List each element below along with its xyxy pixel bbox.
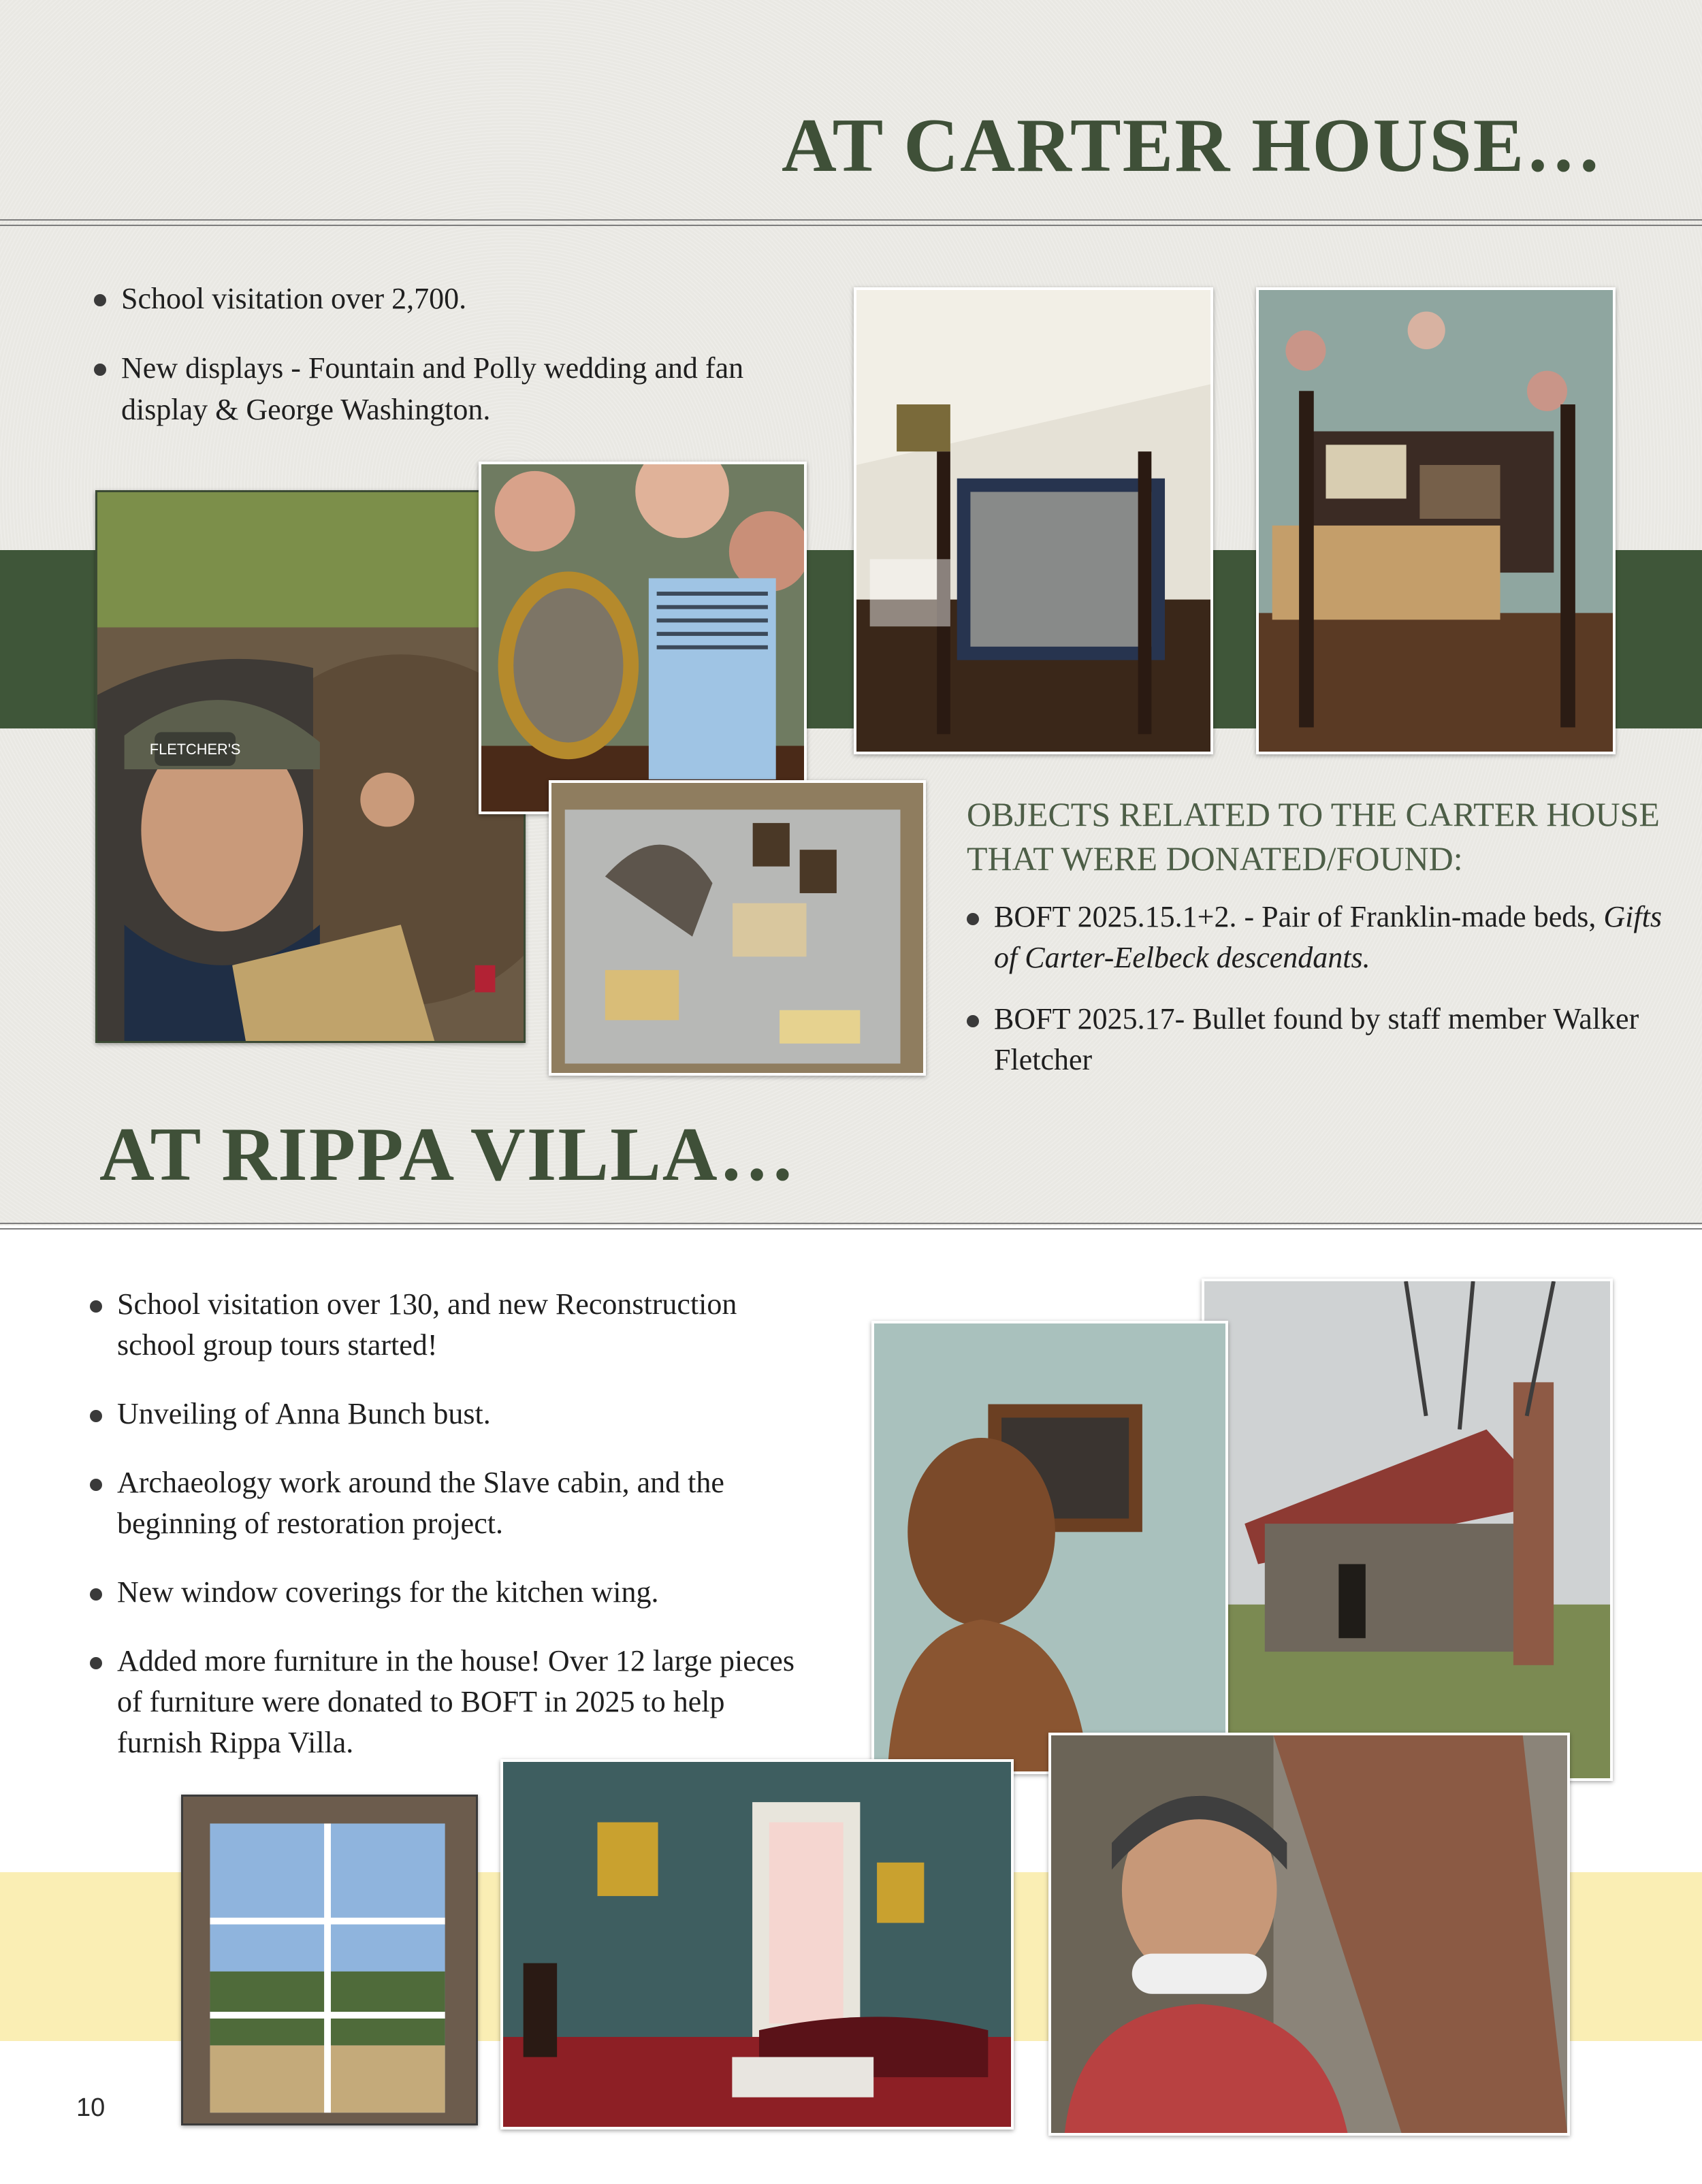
photo-window-covering <box>181 1795 478 2125</box>
photo-bed-quilt <box>854 287 1213 754</box>
photo-walker-selfie <box>95 490 526 1043</box>
carter-bullet-list <box>89 278 817 458</box>
carter-heading: AT CARTER HOUSE… <box>782 103 1603 188</box>
rippa-bullet: Unveiling of Anna Bunch bust. <box>84 1394 813 1434</box>
photo-slave-cabin <box>1202 1279 1613 1781</box>
object-item <box>961 897 1669 978</box>
rule-top-2 <box>0 225 1702 226</box>
objects-title: OBJECTS RELATED TO THE CARTER HOUSE THAT WERE DONATED/FOUND: <box>967 795 1660 878</box>
rule-mid-1 <box>0 1223 1702 1224</box>
rule-top-1 <box>0 219 1702 221</box>
rippa-bullet-list <box>84 1284 813 1791</box>
carter-bullet: School visitation over 2,700. <box>89 278 817 319</box>
photo-parlor-furniture <box>500 1759 1014 2130</box>
photo-fan-case <box>549 780 926 1076</box>
page-number: 10 <box>76 2093 106 2122</box>
rippa-heading: AT RIPPA VILLA… <box>99 1112 797 1197</box>
rippa-bullet: School visitation over 130, and new Reconstruction school group tours started! <box>84 1284 813 1366</box>
object-text: BOFT 2025.15.1+2. - Pair of Franklin-made beds, <box>994 900 1604 933</box>
photo-staff-selfie-cabin <box>1048 1733 1570 2136</box>
cap-logo-text: FLETCHER'S <box>149 741 241 758</box>
object-text: BOFT 2025.17- Bullet found by staff member Walker Fletcher <box>994 1002 1639 1076</box>
object-credit: Gifts of Carter-Eelbeck descendants. <box>994 900 1662 974</box>
rippa-bullet: New window coverings for the kitchen wing. <box>84 1572 813 1613</box>
rule-mid-2 <box>0 1228 1702 1230</box>
photo-anna-bunch-bust <box>871 1321 1228 1774</box>
photo-washington-display <box>479 462 807 814</box>
carter-bullet: New displays - Fountain and Polly wedding and fan display & George Washington. <box>89 347 817 430</box>
rippa-bullet: Archaeology work around the Slave cabin, and the beginning of restoration project. <box>84 1462 813 1544</box>
rippa-bullet: Added more furniture in the house! Over 12 large pieces of furniture were donated to BOFT in 2025 to help furnish Rippa Villa. <box>84 1641 813 1763</box>
object-item <box>961 999 1669 1080</box>
objects-list <box>961 897 1669 1108</box>
photo-bed-patchwork <box>1256 287 1616 754</box>
